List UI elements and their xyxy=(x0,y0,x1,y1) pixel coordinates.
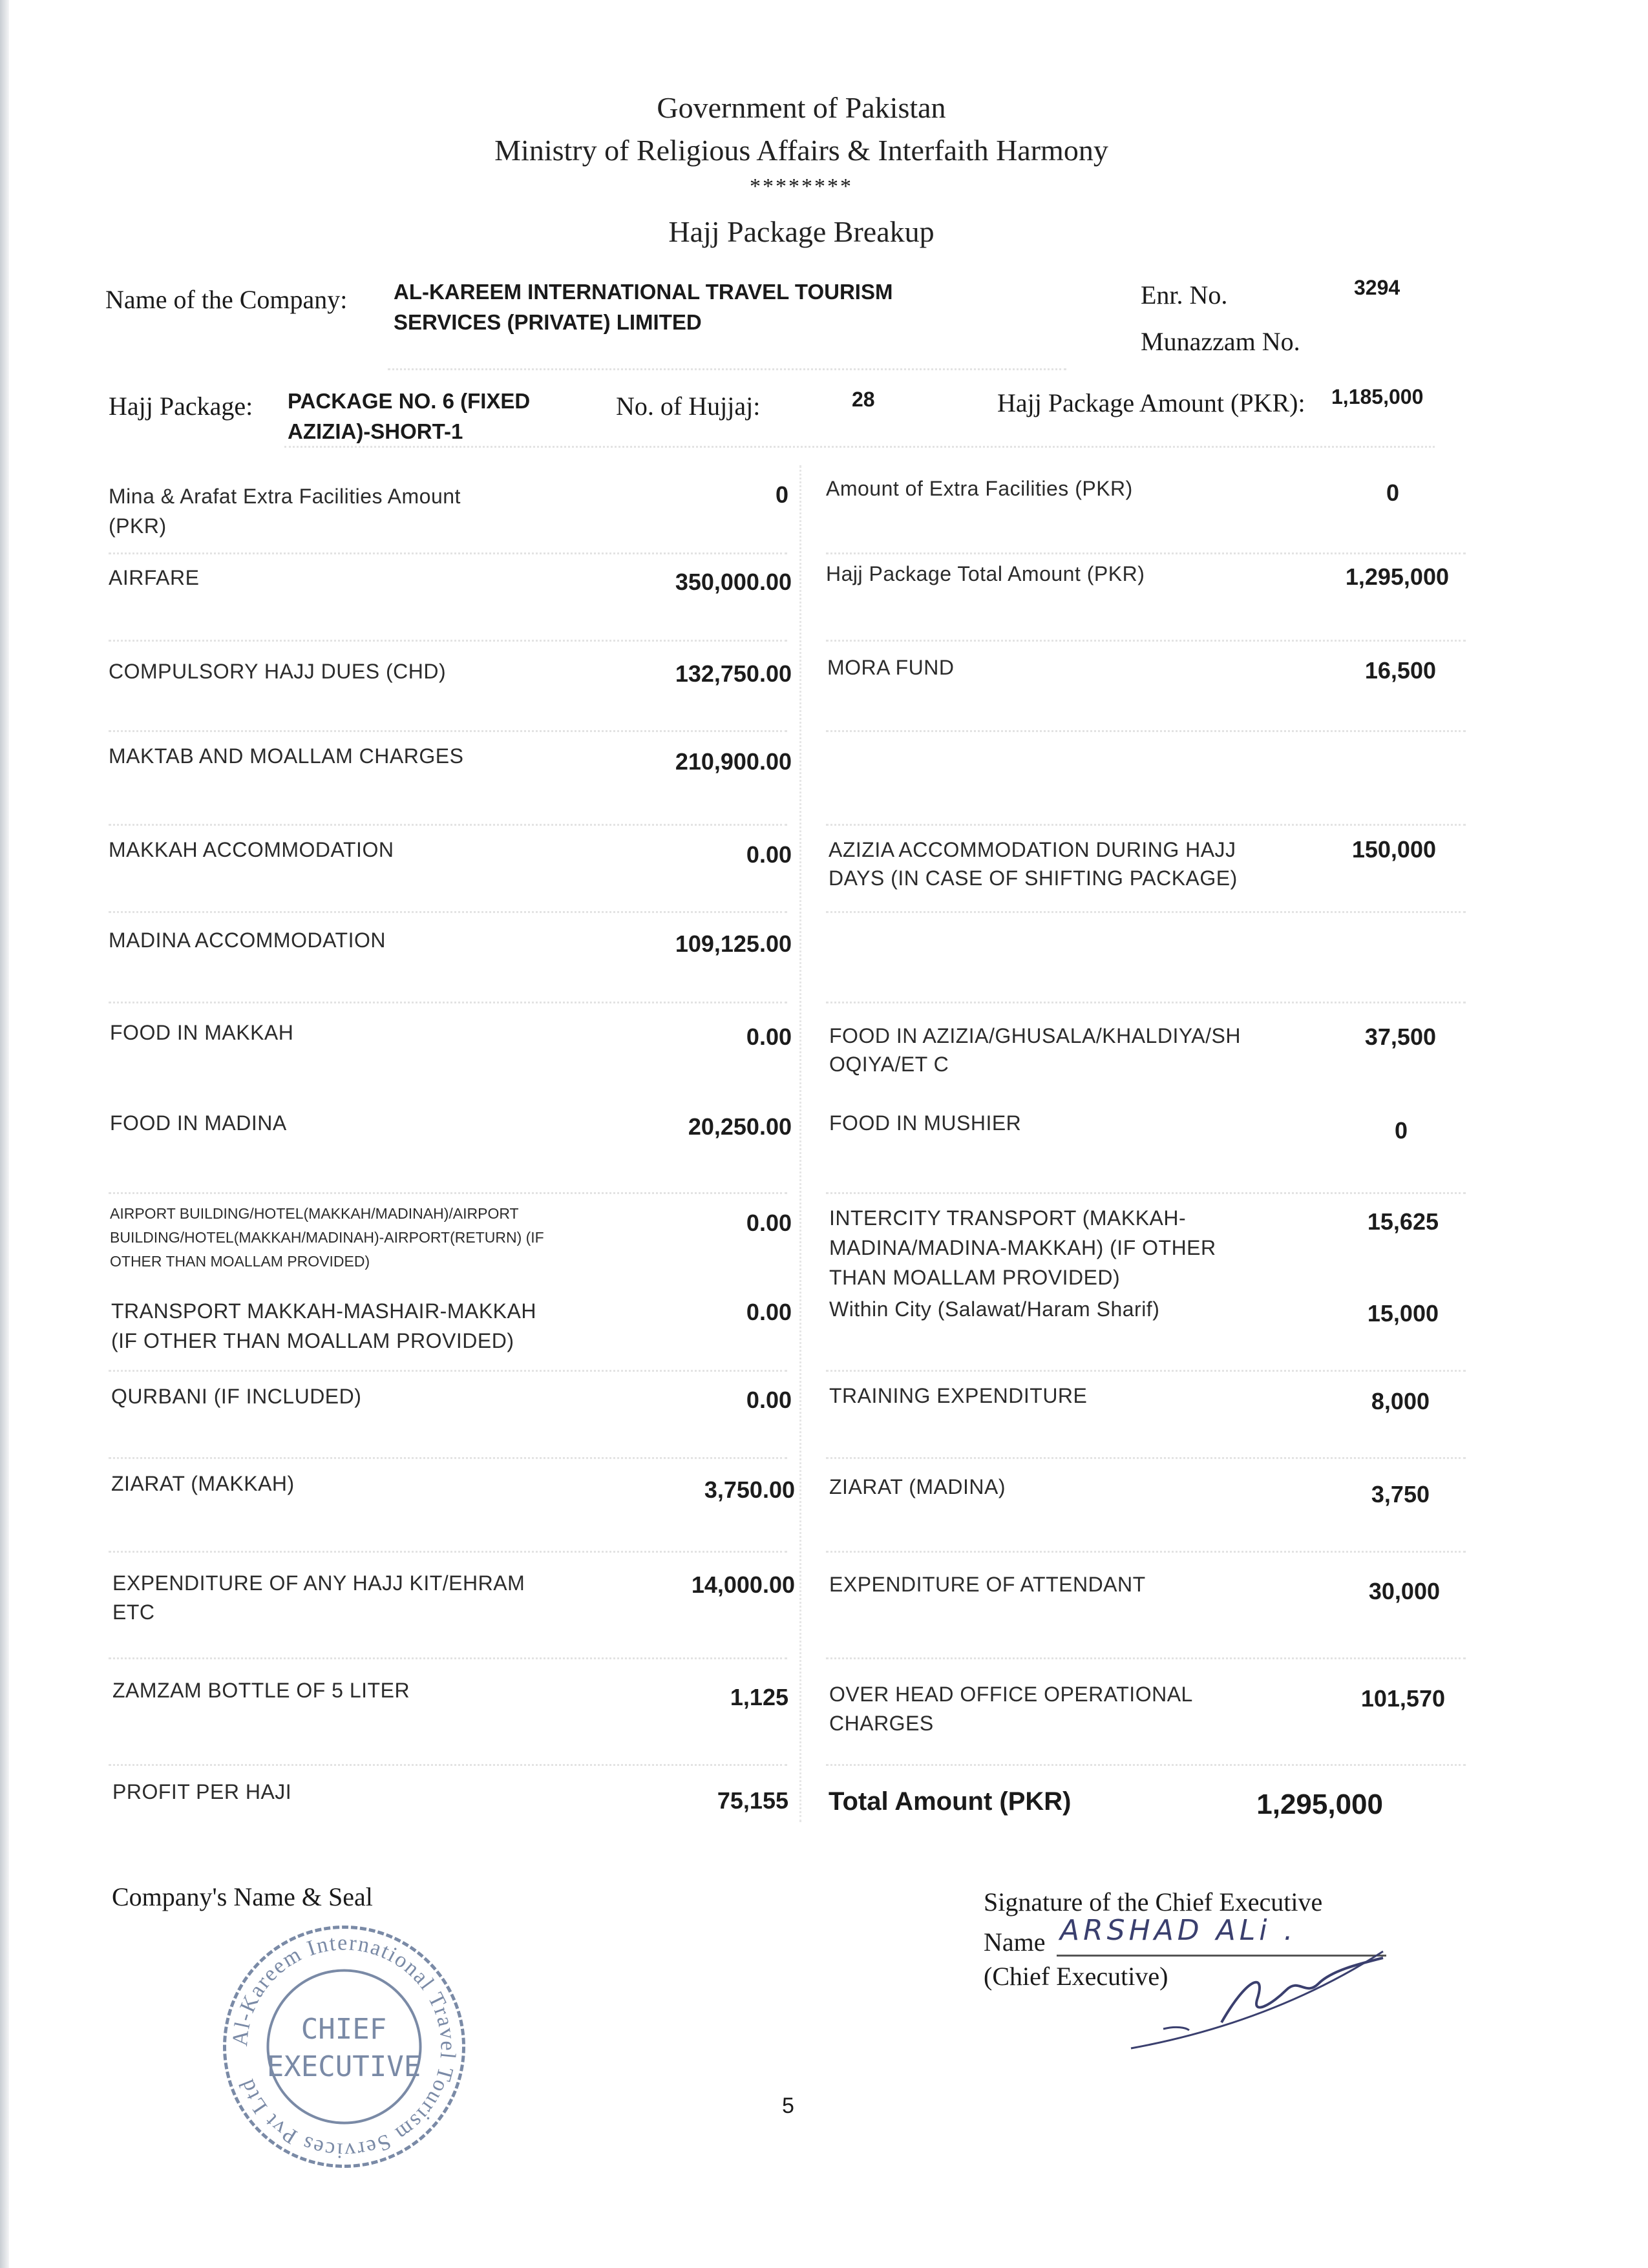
company-seal-label: Company's Name & Seal xyxy=(112,1882,373,1911)
munazzam-no-label: Munazzam No. xyxy=(1141,327,1300,356)
left-item-value: 109,125.00 xyxy=(675,930,792,957)
left-item-label: ZAMZAM BOTTLE OF 5 LITER xyxy=(112,1679,410,1702)
right-item-value: 15,000 xyxy=(1367,1300,1439,1327)
package-amount-label: Hajj Package Amount (PKR): xyxy=(997,388,1305,417)
left-item-value: 3,750.00 xyxy=(704,1476,795,1503)
right-item-label: AZIZIA ACCOMMODATION DURING HAJJ DAYS (IN CASE OF SHIFTING PACKAGE) xyxy=(829,838,1238,890)
right-item-value: 3,750 xyxy=(1371,1481,1430,1507)
left-item-value: 0.00 xyxy=(746,1024,792,1050)
right-item-label: FOOD IN AZIZIA/GHUSALA/KHALDIYA/SHOQIYA/ET C xyxy=(829,1024,1241,1076)
enr-no-label: Enr. No. xyxy=(1141,280,1228,310)
left-item-value: 350,000.00 xyxy=(675,569,792,595)
package-amount-value: 1,185,000 xyxy=(1331,385,1424,408)
government-title: Government of Pakistan xyxy=(657,91,946,124)
company-seal xyxy=(220,1922,469,2171)
right-item-value: 0 xyxy=(1394,1117,1408,1144)
name-label: Name xyxy=(984,1927,1046,1957)
right-item-value: 15,625 xyxy=(1367,1208,1439,1235)
left-item-value: 132,750.00 xyxy=(675,660,792,687)
company-name-line2: SERVICES (PRIVATE) LIMITED xyxy=(394,310,702,334)
company-name-label: Name of the Company: xyxy=(105,285,348,314)
chief-executive-name: ARSHAD ALi . xyxy=(1060,1914,1297,1947)
total-amount-label: Total Amount (PKR) xyxy=(829,1787,1072,1816)
svg-text:EXECUTIVE: EXECUTIVE xyxy=(266,2050,421,2083)
left-item-value: 75,155 xyxy=(717,1787,788,1814)
left-item-value: 0.00 xyxy=(746,1387,792,1413)
left-item-value: 0 xyxy=(775,481,788,508)
right-item-value: 0 xyxy=(1386,479,1399,506)
right-item-label: EXPENDITURE OF ATTENDANT xyxy=(829,1573,1146,1596)
left-item-label: QURBANI (IF INCLUDED) xyxy=(111,1385,362,1408)
left-item-label: Mina & Arafat Extra Facilities Amount (PKR) xyxy=(109,485,461,538)
left-item-label: EXPENDITURE OF ANY HAJJ KIT/EHRAM ETC xyxy=(112,1571,525,1624)
right-item-label: INTERCITY TRANSPORT (MAKKAH-MADINA/MADINA-MAKKAH) (IF OTHER THAN MOALLAM PROVIDED) xyxy=(829,1206,1216,1289)
right-item-value: 150,000 xyxy=(1351,836,1436,863)
hajj-package-line2: AZIZIA)-SHORT-1 xyxy=(288,419,463,443)
left-item-value: 14,000.00 xyxy=(691,1571,795,1598)
right-item-label: Hajj Package Total Amount (PKR) xyxy=(826,562,1145,585)
left-item-label: MADINA ACCOMMODATION xyxy=(109,929,386,952)
right-item-label: OVER HEAD OFFICE OPERATIONAL CHARGES xyxy=(829,1683,1192,1735)
hujjaj-value: 28 xyxy=(852,388,875,411)
right-item-value: 1,295,000 xyxy=(1345,563,1449,590)
left-item-label: PROFIT PER HAJI xyxy=(112,1780,292,1803)
hujjaj-label: No. of Hujjaj: xyxy=(616,392,761,421)
right-item-label: Within City (Salawat/Haram Sharif) xyxy=(829,1297,1160,1321)
left-item-label: MAKKAH ACCOMMODATION xyxy=(109,838,394,861)
hajj-package-label: Hajj Package: xyxy=(109,392,253,421)
svg-text:Al-Kareem International Travel: Al-Kareem International Travel Tourism Services Pvt Ltd xyxy=(228,1931,460,2163)
left-item-label: TRANSPORT MAKKAH-MASHAIR-MAKKAH (IF OTHER THAN MOALLAM PROVIDED) xyxy=(111,1299,536,1352)
left-item-label: FOOD IN MADINA xyxy=(110,1111,287,1135)
page-number: 5 xyxy=(782,2094,794,2118)
total-amount-value: 1,295,000 xyxy=(1256,1789,1383,1820)
scan-edge-shading xyxy=(0,0,9,2268)
right-item-value: 16,500 xyxy=(1364,657,1436,684)
right-item-label: MORA FUND xyxy=(827,656,955,679)
svg-text:CHIEF: CHIEF xyxy=(301,2013,387,2046)
header-stars: ******** xyxy=(750,174,853,198)
document-title: Hajj Package Breakup xyxy=(668,215,935,248)
left-item-value: 1,125 xyxy=(730,1684,788,1710)
designation-label: (Chief Executive) xyxy=(984,1962,1168,1991)
right-item-label: TRAINING EXPENDITURE xyxy=(829,1384,1088,1407)
left-item-value: 0.00 xyxy=(746,1299,792,1325)
right-item-label: ZIARAT (MADINA) xyxy=(829,1475,1006,1498)
ministry-title: Ministry of Religious Affairs & Interfaith Harmony xyxy=(494,134,1108,167)
left-item-label: COMPULSORY HAJJ DUES (CHD) xyxy=(109,660,447,683)
left-item-value: 210,900.00 xyxy=(675,748,792,775)
right-item-value: 30,000 xyxy=(1368,1578,1440,1604)
right-item-label: Amount of Extra Facilities (PKR) xyxy=(826,477,1133,500)
left-item-label: ZIARAT (MAKKAH) xyxy=(111,1472,295,1495)
hajj-package-line1: PACKAGE NO. 6 (FIXED xyxy=(288,389,531,413)
right-item-label: FOOD IN MUSHIER xyxy=(829,1111,1022,1135)
left-item-label: MAKTAB AND MOALLAM CHARGES xyxy=(109,744,464,768)
left-item-value: 0.00 xyxy=(746,1210,792,1236)
left-item-label: AIRPORT BUILDING/HOTEL(MAKKAH/MADINAH)/AIRPORT BUILDING/HOTEL(MAKKAH/MADINAH)-AIRPORT(RETURN) (IF OTHER THAN MOALLAM PROVIDED) xyxy=(110,1205,544,1270)
company-name-line1: AL-KAREEM INTERNATIONAL TRAVEL TOURISM xyxy=(394,280,893,304)
left-item-label: AIRFARE xyxy=(109,566,200,589)
right-item-value: 101,570 xyxy=(1360,1685,1445,1712)
right-item-value: 37,500 xyxy=(1364,1024,1436,1050)
signature-scribble xyxy=(1125,1938,1409,2061)
left-item-label: FOOD IN MAKKAH xyxy=(110,1021,294,1044)
enr-no-value: 3294 xyxy=(1354,276,1400,299)
signature-label: Signature of the Chief Executive xyxy=(984,1887,1323,1916)
left-item-value: 0.00 xyxy=(746,841,792,868)
left-item-value: 20,250.00 xyxy=(688,1113,792,1140)
right-item-value: 8,000 xyxy=(1371,1388,1430,1414)
